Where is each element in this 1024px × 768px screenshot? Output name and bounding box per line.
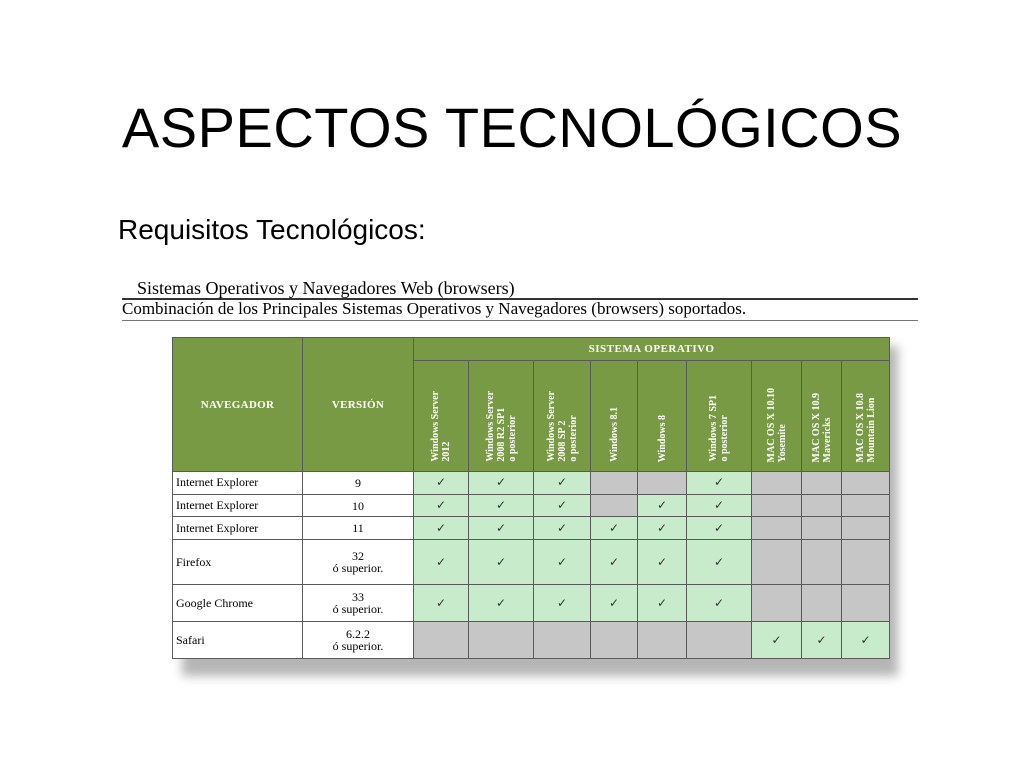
browser-version: 10 <box>303 494 414 517</box>
check-icon: ✓ <box>435 520 447 535</box>
browser-name: Safari <box>173 622 303 659</box>
supported-cell <box>591 540 638 585</box>
check-icon: ✓ <box>656 595 668 610</box>
supported-cell <box>534 540 591 585</box>
supported-cell <box>534 472 591 495</box>
supported-cell <box>414 540 469 585</box>
os-label: MAC OS X 10.9 Mavericks <box>810 392 833 462</box>
browser-version: 6.2.2 ó superior. <box>303 622 414 659</box>
header-version: VERSIÓN <box>303 338 414 472</box>
unsupported-cell <box>752 517 802 540</box>
unsupported-cell <box>752 472 802 495</box>
unsupported-cell <box>752 585 802 622</box>
supported-cell <box>842 622 890 659</box>
check-icon: ✓ <box>435 475 447 490</box>
os-label: MAC OS X 10.10 Yosemite <box>765 387 788 462</box>
table-row <box>173 540 890 585</box>
unsupported-cell <box>802 540 842 585</box>
unsupported-cell <box>469 622 534 659</box>
check-icon: ✓ <box>608 554 620 569</box>
doc-rule-bottom <box>122 320 918 321</box>
unsupported-cell <box>591 622 638 659</box>
browser-name: Firefox <box>173 540 303 585</box>
check-icon: ✓ <box>656 554 668 569</box>
check-icon: ✓ <box>816 632 827 647</box>
supported-cell <box>591 585 638 622</box>
browser-name: Internet Explorer <box>173 517 303 540</box>
header-os-2 <box>534 361 591 472</box>
check-icon: ✓ <box>860 632 871 647</box>
check-icon: ✓ <box>495 498 507 513</box>
supported-cell <box>687 540 752 585</box>
doc-heading: Sistemas Operativos y Navegadores Web (browsers) <box>137 278 515 298</box>
header-os-group: SISTEMA OPERATIVO <box>414 338 890 361</box>
unsupported-cell <box>842 540 890 585</box>
check-icon: ✓ <box>713 475 725 490</box>
supported-cell <box>414 517 469 540</box>
unsupported-cell <box>802 517 842 540</box>
doc-subheading: Combinación de los Principales Sistemas Operativos y Navegadores (browsers) soportados. <box>122 299 747 318</box>
supported-cell <box>469 472 534 495</box>
header-os-0 <box>414 361 469 472</box>
check-icon: ✓ <box>608 520 620 535</box>
supported-cell <box>534 494 591 517</box>
check-icon: ✓ <box>495 475 507 490</box>
supported-cell <box>469 585 534 622</box>
unsupported-cell <box>687 622 752 659</box>
header-os-8 <box>842 361 890 472</box>
browser-name: Internet Explorer <box>173 472 303 495</box>
os-label: Windows Server 2008 R2 SP1 o posterior <box>484 391 518 462</box>
check-icon: ✓ <box>435 595 447 610</box>
check-icon: ✓ <box>713 595 725 610</box>
os-label: Windows 8.1 <box>608 407 620 462</box>
check-icon: ✓ <box>656 520 668 535</box>
unsupported-cell <box>638 622 687 659</box>
slide-title: ASPECTOS TECNOLÓGICOS <box>121 96 903 159</box>
unsupported-cell <box>752 494 802 517</box>
unsupported-cell <box>842 585 890 622</box>
supported-cell <box>414 472 469 495</box>
table-row <box>173 622 890 659</box>
header-os-3 <box>591 361 638 472</box>
check-icon: ✓ <box>713 520 725 535</box>
unsupported-cell <box>534 622 591 659</box>
supported-cell <box>687 494 752 517</box>
header-browser: NAVEGADOR <box>173 338 303 472</box>
check-icon: ✓ <box>435 554 447 569</box>
check-icon: ✓ <box>713 498 725 513</box>
unsupported-cell <box>414 622 469 659</box>
supported-cell <box>469 494 534 517</box>
supported-cell <box>414 585 469 622</box>
browser-name: Internet Explorer <box>173 494 303 517</box>
os-label: Windows 8 <box>656 414 668 462</box>
unsupported-cell <box>752 540 802 585</box>
browser-version: 32 ó superior. <box>303 540 414 585</box>
os-label: MAC OS X 10.8 Mountain Lion <box>854 392 877 462</box>
header-os-7 <box>802 361 842 472</box>
unsupported-cell <box>802 585 842 622</box>
supported-cell <box>469 540 534 585</box>
supported-cell <box>638 517 687 540</box>
unsupported-cell <box>591 472 638 495</box>
unsupported-cell <box>802 494 842 517</box>
table-row <box>173 494 890 517</box>
check-icon: ✓ <box>556 498 568 513</box>
browser-name: Google Chrome <box>173 585 303 622</box>
check-icon: ✓ <box>556 595 568 610</box>
check-icon: ✓ <box>495 520 507 535</box>
supported-cell <box>687 517 752 540</box>
supported-cell <box>687 585 752 622</box>
os-label: Windows Server 2008 SP 2 o posterior <box>545 391 579 462</box>
check-icon: ✓ <box>435 498 447 513</box>
unsupported-cell <box>842 517 890 540</box>
browser-version: 11 <box>303 517 414 540</box>
unsupported-cell <box>638 472 687 495</box>
browser-version: 33 ó superior. <box>303 585 414 622</box>
browser-version: 9 <box>303 472 414 495</box>
unsupported-cell <box>842 494 890 517</box>
check-icon: ✓ <box>556 554 568 569</box>
slide-subtitle: Requisitos Tecnológicos: <box>118 214 426 245</box>
supported-cell <box>534 585 591 622</box>
compatibility-table <box>172 337 890 659</box>
check-icon: ✓ <box>556 520 568 535</box>
unsupported-cell <box>802 472 842 495</box>
supported-cell <box>687 472 752 495</box>
table-row <box>173 472 890 495</box>
os-label: Windows 7 SP1 o posterior <box>708 395 730 462</box>
check-icon: ✓ <box>713 554 725 569</box>
supported-cell <box>534 517 591 540</box>
check-icon: ✓ <box>656 498 668 513</box>
supported-cell <box>638 585 687 622</box>
supported-cell <box>591 517 638 540</box>
header-os-6 <box>752 361 802 472</box>
supported-cell <box>638 494 687 517</box>
supported-cell <box>638 540 687 585</box>
unsupported-cell <box>842 472 890 495</box>
supported-cell <box>469 517 534 540</box>
supported-cell <box>752 622 802 659</box>
check-icon: ✓ <box>608 595 620 610</box>
table-row <box>173 585 890 622</box>
header-os-4 <box>638 361 687 472</box>
check-icon: ✓ <box>556 475 568 490</box>
unsupported-cell <box>591 494 638 517</box>
os-label: Windows Server 2012 <box>430 391 452 462</box>
check-icon: ✓ <box>495 595 507 610</box>
supported-cell <box>414 494 469 517</box>
check-icon: ✓ <box>771 632 782 647</box>
header-os-1 <box>469 361 534 472</box>
supported-cell <box>802 622 842 659</box>
table-row <box>173 517 890 540</box>
header-os-5 <box>687 361 752 472</box>
check-icon: ✓ <box>495 554 507 569</box>
